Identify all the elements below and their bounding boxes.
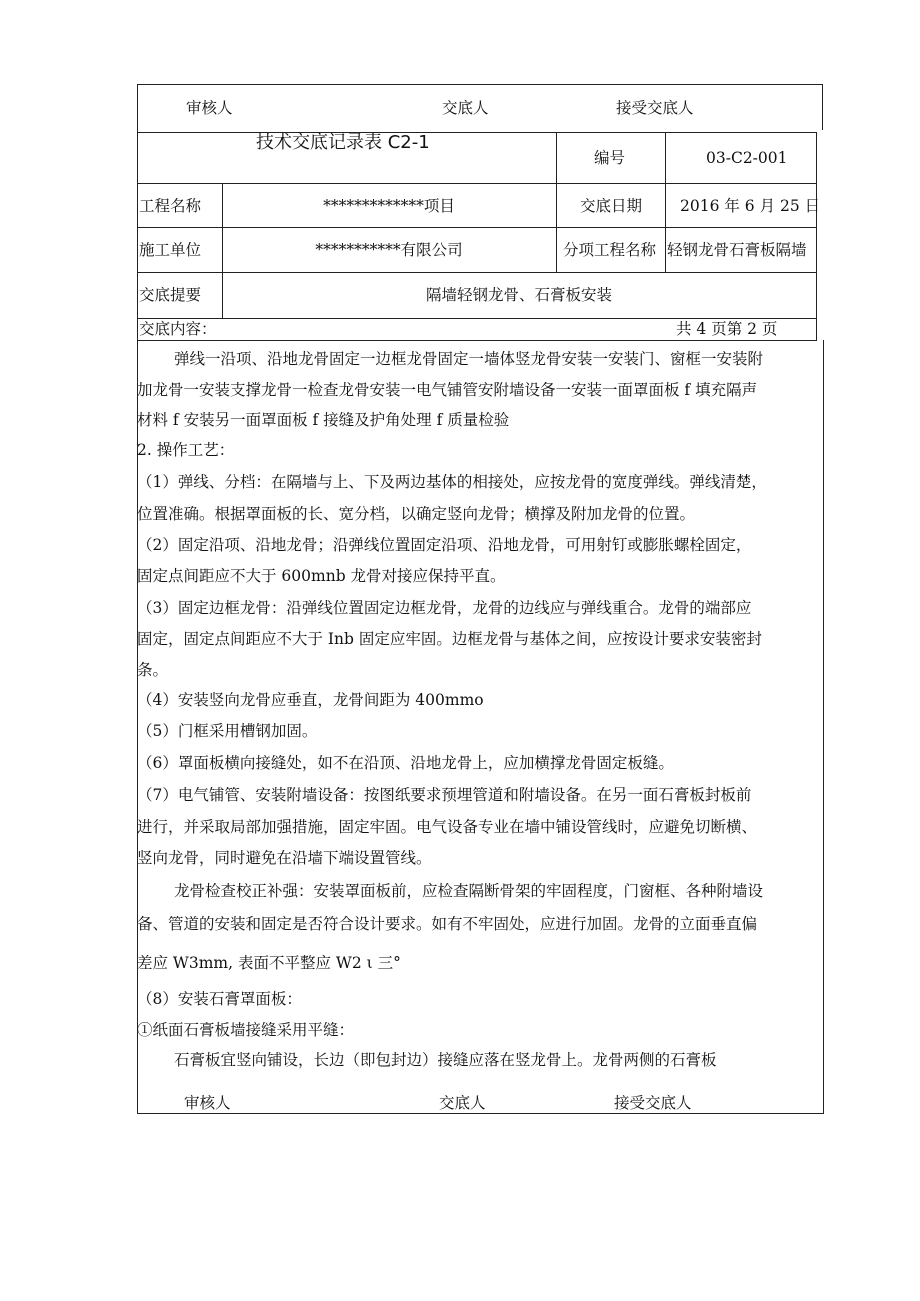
- process-line-1: 弹线一沿项、沿地龙骨固定一边框龙骨固定一墙体竖龙骨安装一安装门、窗框一安装附: [174, 350, 764, 368]
- unit-label: 施工单位: [139, 241, 202, 259]
- step-2-line-2: 固定点间距应不大于 600mnb 龙骨对接应保持平直。: [137, 567, 506, 585]
- top-receiver-label: 接受交底人: [616, 99, 694, 117]
- summary-label: 交底提要: [139, 286, 202, 304]
- step-2-line-1: （2）固定沿项、沿地龙骨；沿弹线位置固定沿项、沿地龙骨，可用射钉或膨胀螺栓固定，: [137, 536, 752, 554]
- date-value: 2016 年 6 月 25 日: [680, 197, 821, 215]
- summary-value: 隔墙轻钢龙骨、石膏板安装: [425, 286, 612, 304]
- step-7-line-2: 进行，并采取局部加强措施，固定牢固。电气设备专业在墙中铺设管线时，应避免切断横、: [137, 818, 758, 836]
- step-7-line-1: （7）电气铺管、安装附墙设备：按图纸要求预埋管道和附墙设备。在另一面石膏板封板前: [137, 786, 752, 804]
- top-reviewer-label: 审核人: [186, 99, 233, 117]
- content-label: 交底内容：: [139, 320, 217, 338]
- sub-project-label: 分项工程名称: [563, 241, 657, 259]
- date-label: 交底日期: [580, 197, 643, 215]
- step-8-sub-2: 石膏板宜竖向铺设，长边（即包封边）接缝应落在竖龙骨上。龙骨两侧的石膏板: [174, 1051, 717, 1069]
- bottom-discloser-label: 交底人: [439, 1094, 486, 1112]
- process-line-2: 加龙骨一安装支撑龙骨一检查龙骨安装一电气铺管安附墙设备一安装一面罩面板 f 填充隔声: [137, 381, 758, 399]
- keel-check-line-2: 备、管道的安装和固定是否符合设计要求。如有不牢固处，应进行加固。龙骨的立面垂直偏: [137, 915, 758, 933]
- bottom-receiver-label: 接受交底人: [614, 1094, 692, 1112]
- page-info: 共 4 页第 2 页: [676, 320, 778, 338]
- project-label: 工程名称: [139, 197, 202, 215]
- number-label: 编号: [594, 149, 626, 167]
- step-3-line-2: 固定，固定点间距应不大于 Inb 固定应牢固。边框龙骨与基体之间，应按设计要求安装密封: [137, 630, 762, 648]
- bottom-reviewer-label: 审核人: [184, 1094, 231, 1112]
- sub-project-value: 轻钢龙骨石膏板隔墙: [667, 241, 807, 259]
- step-7-line-3: 竖向龙骨，同时避免在沿墙下端设置管线。: [137, 849, 432, 867]
- number-value: 03-C2-001: [706, 149, 788, 167]
- project-value: *************项目: [323, 197, 455, 215]
- keel-check-line-3: 差应 W3mm, 表面不平整应 W2 ι 三°: [137, 954, 401, 972]
- step-8: （8）安装石膏罩面板：: [137, 990, 302, 1008]
- top-discloser-label: 交底人: [442, 99, 489, 117]
- section-heading: 2. 操作工艺：: [137, 441, 235, 459]
- step-5: （5）门框采用槽钢加固。: [137, 722, 318, 740]
- step-3-line-1: （3）固定边框龙骨：沿弹线位置固定边框龙骨，龙骨的边线应与弹线重合。龙骨的端部应: [137, 599, 752, 617]
- step-6: （6）罩面板横向接缝处，如不在沿顶、沿地龙骨上，应加横撑龙骨固定板缝。: [137, 754, 674, 772]
- step-4: （4）安装竖向龙骨应垂直，龙骨间距为 400mmo: [137, 691, 484, 709]
- step-1-line-2: 位置准确。根据罩面板的长、宽分档，以确定竖向龙骨；横撑及附加龙骨的位置。: [137, 505, 696, 523]
- page-title: 技术交底记录表 C2-1: [256, 132, 430, 153]
- unit-value: ***********有限公司: [315, 241, 463, 259]
- process-line-3: 材料 f 安装另一面罩面板 f 接缝及护角处理 f 质量检验: [137, 411, 510, 429]
- step-8-sub-1: ①纸面石膏板墙接缝采用平缝：: [137, 1021, 355, 1039]
- keel-check-line-1: 龙骨检查校正补强：安装罩面板前，应检查隔断骨架的牢固程度，门窗框、各种附墙设: [174, 882, 764, 900]
- step-1-line-1: （1）弹线、分档：在隔墙与上、下及两边基体的相接处，应按龙骨的宽度弹线。弹线清楚，: [137, 473, 767, 491]
- step-3-line-3: 条。: [137, 661, 169, 679]
